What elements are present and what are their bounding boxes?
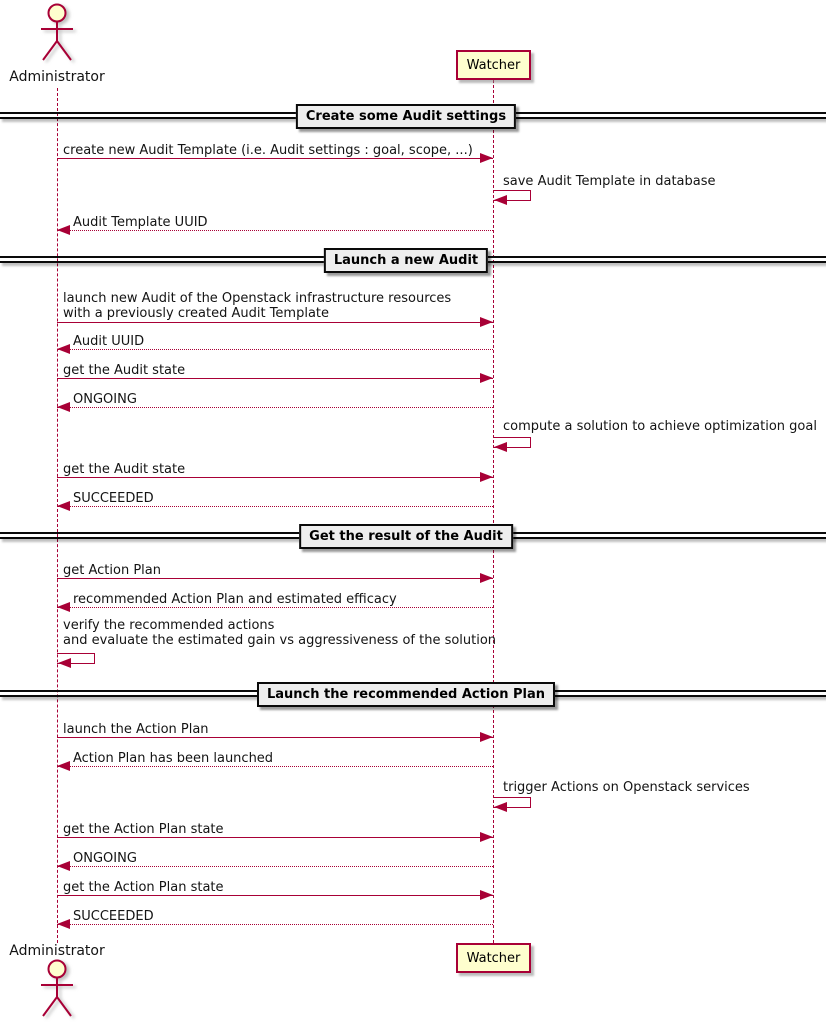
message-label: compute a solution to achieve optimization goal	[503, 419, 817, 434]
watcher-label-top: Watcher	[466, 57, 521, 73]
message-label-line2: and evaluate the estimated gain vs aggressiveness of the solution	[63, 633, 497, 648]
message-line	[57, 506, 493, 507]
message-label: launch the Action Plan	[63, 722, 209, 737]
arrowhead-right-icon	[480, 317, 493, 327]
message-line	[57, 378, 493, 379]
message-label: SUCCEEDED	[73, 909, 154, 924]
message-line	[57, 607, 493, 608]
message-line	[57, 158, 493, 159]
message-label: trigger Actions on Openstack services	[503, 780, 750, 795]
message-label: Audit Template UUID	[73, 215, 208, 230]
divider-get-result: Get the result of the Audit	[299, 524, 513, 549]
message-label: get Action Plan	[63, 563, 161, 578]
message-line	[57, 407, 493, 408]
arrowhead-left-icon	[494, 442, 507, 452]
message-line	[57, 349, 493, 350]
message-label: get the Action Plan state	[63, 880, 224, 895]
message-label: get the Audit state	[63, 462, 186, 477]
arrowhead-right-icon	[480, 832, 493, 842]
arrowhead-left-icon	[57, 402, 70, 412]
message-label: Audit UUID	[73, 334, 145, 349]
administrator-actor-icon	[35, 958, 79, 1020]
message-label: save Audit Template in database	[503, 174, 716, 189]
divider-create-audit-settings: Create some Audit settings	[296, 104, 516, 129]
arrowhead-left-icon	[58, 658, 71, 668]
divider-launch-new-audit: Launch a new Audit	[324, 248, 488, 273]
arrowhead-left-icon	[57, 602, 70, 612]
message-label-line1: verify the recommended actions	[63, 618, 275, 633]
arrowhead-right-icon	[480, 153, 493, 163]
watcher-label-bottom: Watcher	[466, 950, 521, 966]
arrowhead-left-icon	[494, 195, 507, 205]
administrator-label-bottom: Administrator	[9, 943, 105, 959]
message-label-line1: launch new Audit of the Openstack infrastructure resources	[63, 291, 452, 306]
divider-launch-action-plan: Launch the recommended Action Plan	[257, 682, 555, 707]
message-line	[57, 866, 493, 867]
arrowhead-right-icon	[480, 373, 493, 383]
participant-watcher-bottom	[456, 943, 531, 973]
arrowhead-left-icon	[57, 501, 70, 511]
arrowhead-left-icon	[57, 225, 70, 235]
message-line	[57, 737, 493, 738]
message-line	[57, 895, 493, 896]
message-line	[57, 477, 493, 478]
arrowhead-right-icon	[480, 573, 493, 583]
arrowhead-right-icon	[480, 732, 493, 742]
message-label	[63, 618, 496, 648]
message-label: recommended Action Plan and estimated efficacy	[73, 592, 397, 607]
arrowhead-left-icon	[57, 861, 70, 871]
arrowhead-left-icon	[494, 802, 507, 812]
message-label: create new Audit Template (i.e. Audit settings : goal, scope, ...)	[63, 143, 473, 158]
arrowhead-right-icon	[480, 472, 493, 482]
arrowhead-left-icon	[57, 919, 70, 929]
message-line	[57, 766, 493, 767]
message-label: get the Action Plan state	[63, 822, 224, 837]
message-line	[57, 924, 493, 925]
message-line	[57, 322, 493, 323]
message-label: ONGOING	[73, 851, 137, 866]
message-label: SUCCEEDED	[73, 491, 154, 506]
message-label: Action Plan has been launched	[73, 751, 274, 766]
participant-watcher-top	[456, 50, 531, 80]
message-line	[57, 230, 493, 231]
message-label-line2: with a previously created Audit Template	[63, 306, 330, 321]
lifeline-watcher	[493, 80, 494, 943]
arrowhead-left-icon	[57, 344, 70, 354]
message-label: ONGOING	[73, 392, 137, 407]
message-label	[63, 291, 451, 321]
lifeline-administrator	[57, 88, 58, 943]
message-label: get the Audit state	[63, 363, 186, 378]
administrator-actor-icon	[35, 2, 79, 64]
arrowhead-left-icon	[57, 761, 70, 771]
administrator-label-top: Administrator	[9, 69, 105, 85]
arrowhead-right-icon	[480, 890, 493, 900]
message-line	[57, 578, 493, 579]
message-line	[57, 837, 493, 838]
